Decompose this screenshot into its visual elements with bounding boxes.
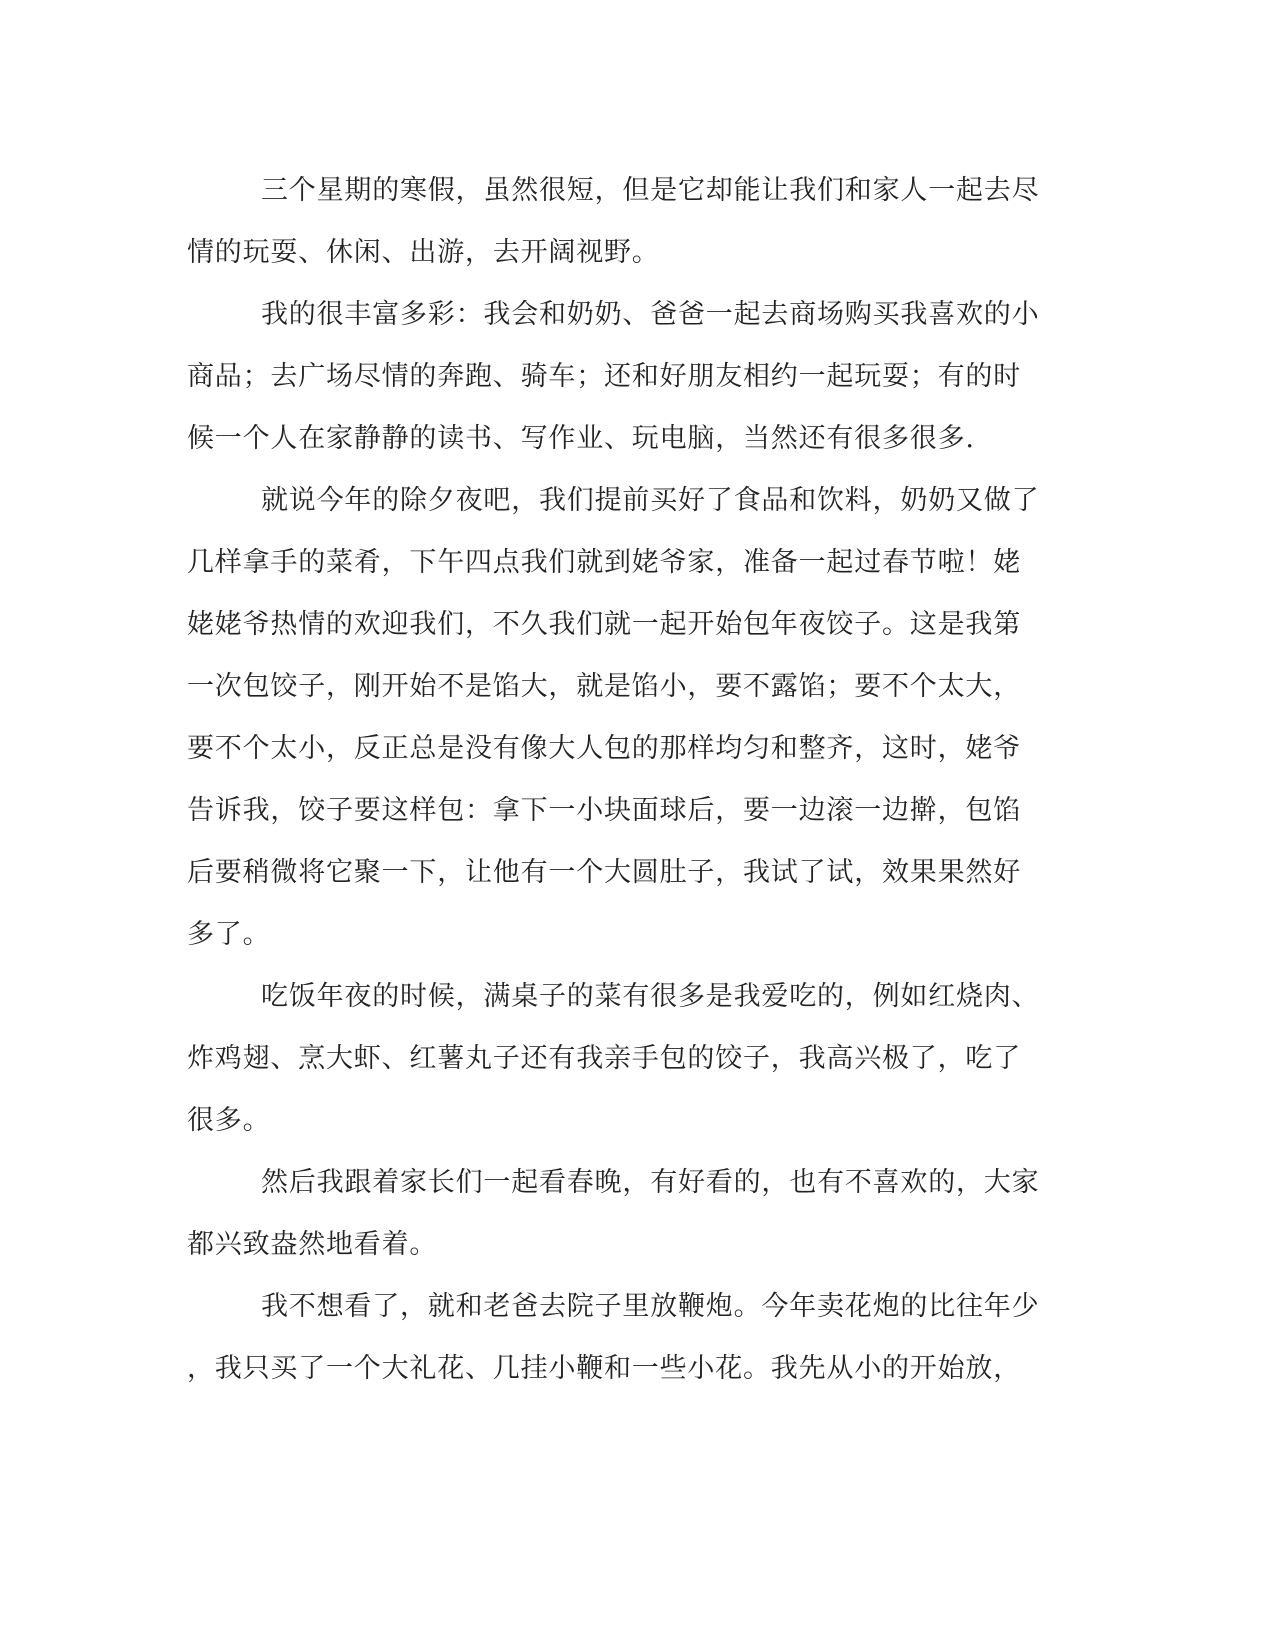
- document-body: [187, 160, 1067, 1400]
- text-line: 就说今年的除夕夜吧，我们提前买好了食品和饮料，奶奶又做了: [261, 485, 1040, 516]
- text-line: 很多。: [187, 1105, 271, 1136]
- text-line: 我的很丰富多彩：我会和奶奶、爸爸一起去商场购买我喜欢的小: [261, 299, 1040, 330]
- text-line: 情的玩耍、休闲、出游，去开阔视野。: [187, 237, 660, 268]
- text-line: 姥姥爷热情的欢迎我们，不久我们就一起开始包年夜饺子。这是我第: [187, 609, 1021, 640]
- text-line: ，我只买了一个大礼花、几挂小鞭和一些小花。我先从小的开始放，: [187, 1353, 1021, 1384]
- text-line: 我不想看了，就和老爸去院子里放鞭炮。今年卖花炮的比往年少: [261, 1291, 1040, 1322]
- text-line: 几样拿手的菜肴，下午四点我们就到姥爷家，准备一起过春节啦！姥: [187, 547, 1021, 578]
- paragraph-4: [187, 966, 1067, 1152]
- paragraph-3: [187, 470, 1067, 966]
- text-line: 一次包饺子，刚开始不是馅大，就是馅小，要不露馅；要不个太大，: [187, 671, 1021, 702]
- text-line: 然后我跟着家长们一起看春晚，有好看的，也有不喜欢的，大家: [261, 1167, 1040, 1198]
- text-line: 都兴致盎然地看着。: [187, 1229, 438, 1260]
- paragraph-5: [187, 1152, 1067, 1276]
- text-line: 告诉我，饺子要这样包：拿下一小块面球后，要一边滚一边擀，包馅: [187, 795, 1021, 826]
- text-line: 三个星期的寒假，虽然很短，但是它却能让我们和家人一起去尽: [261, 175, 1040, 206]
- text-line: 炸鸡翅、烹大虾、红薯丸子还有我亲手包的饺子，我高兴极了，吃了: [187, 1043, 1021, 1074]
- paragraph-1: [187, 160, 1067, 284]
- paragraph-2: [187, 284, 1067, 470]
- paragraph-6: [187, 1276, 1067, 1400]
- text-line: 多了。: [187, 919, 271, 950]
- text-line: 候一个人在家静静的读书、写作业、玩电脑，当然还有很多很多.: [187, 423, 975, 454]
- text-line: 要不个太小，反正总是没有像大人包的那样均匀和整齐，这时，姥爷: [187, 733, 1021, 764]
- text-line: 吃饭年夜的时候，满桌子的菜有很多是我爱吃的，例如红烧肉、: [261, 981, 1040, 1012]
- text-line: 商品；去广场尽情的奔跑、骑车；还和好朋友相约一起玩耍；有的时: [187, 361, 1021, 392]
- text-line: 后要稍微将它聚一下，让他有一个大圆肚子，我试了试，效果果然好: [187, 857, 1021, 888]
